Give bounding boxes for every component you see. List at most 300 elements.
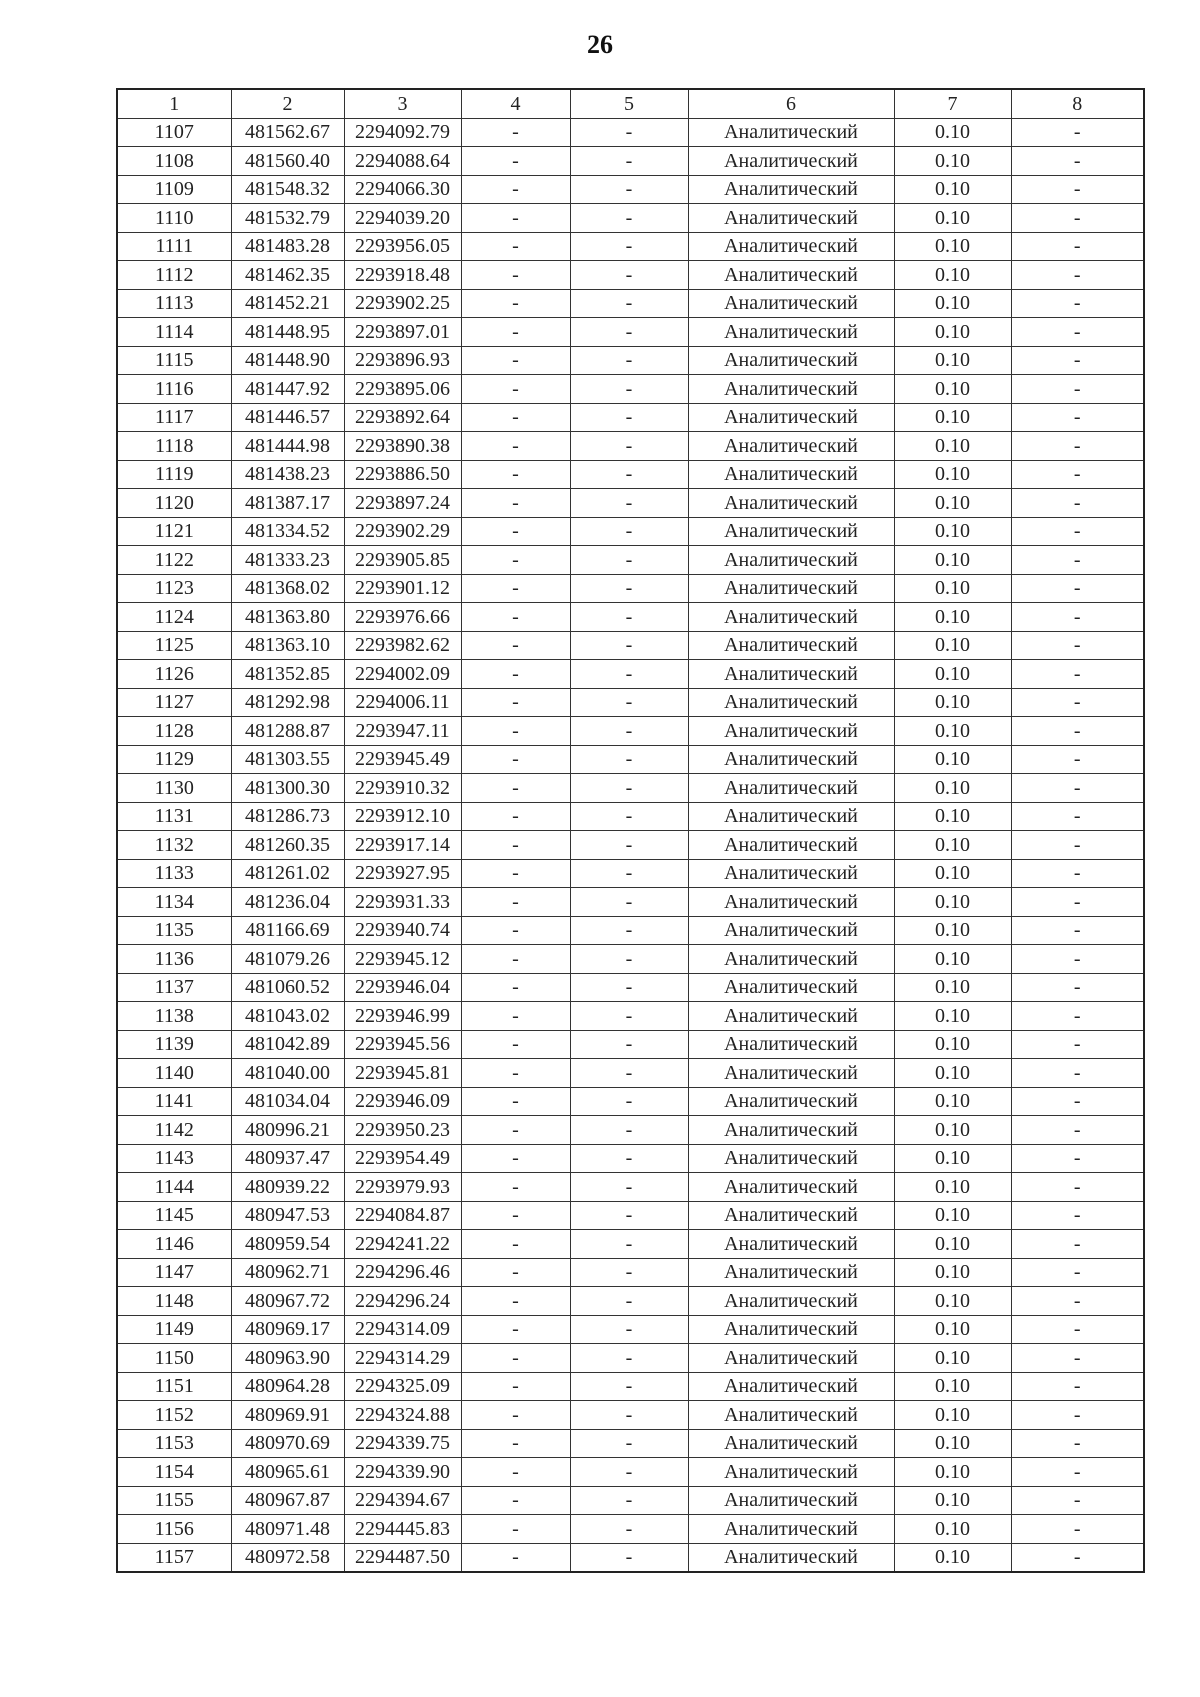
method-cell: Аналитический	[688, 147, 894, 176]
table-row	[117, 888, 1144, 917]
point-number-cell: 1107	[117, 118, 231, 147]
point-number-cell: 1116	[117, 375, 231, 404]
column-4-cell: -	[461, 1258, 570, 1287]
accuracy-cell: 0.10	[894, 1173, 1011, 1202]
y-coordinate-cell: 2293931.33	[344, 888, 461, 917]
accuracy-cell: 0.10	[894, 1201, 1011, 1230]
method-cell: Аналитический	[688, 1543, 894, 1572]
x-coordinate-cell: 480959.54	[231, 1230, 344, 1259]
point-number-cell: 1156	[117, 1515, 231, 1544]
column-4-cell: -	[461, 831, 570, 860]
column-5-cell: -	[570, 859, 688, 888]
method-cell: Аналитический	[688, 489, 894, 518]
accuracy-cell: 0.10	[894, 204, 1011, 233]
table-row	[117, 745, 1144, 774]
accuracy-cell: 0.10	[894, 375, 1011, 404]
method-cell: Аналитический	[688, 945, 894, 974]
y-coordinate-cell: 2294039.20	[344, 204, 461, 233]
column-8-cell: -	[1011, 1030, 1144, 1059]
y-coordinate-cell: 2293979.93	[344, 1173, 461, 1202]
column-8-cell: -	[1011, 831, 1144, 860]
point-number-cell: 1128	[117, 717, 231, 746]
x-coordinate-cell: 481166.69	[231, 916, 344, 945]
x-coordinate-cell: 481368.02	[231, 574, 344, 603]
x-coordinate-cell: 481288.87	[231, 717, 344, 746]
point-number-cell: 1144	[117, 1173, 231, 1202]
column-5-cell: -	[570, 1030, 688, 1059]
column-4-cell: -	[461, 1515, 570, 1544]
point-number-cell: 1136	[117, 945, 231, 974]
column-5-cell: -	[570, 147, 688, 176]
column-4-cell: -	[461, 1315, 570, 1344]
column-5-cell: -	[570, 1458, 688, 1487]
point-number-cell: 1117	[117, 403, 231, 432]
x-coordinate-cell: 481334.52	[231, 517, 344, 546]
column-8-cell: -	[1011, 1201, 1144, 1230]
accuracy-cell: 0.10	[894, 1486, 1011, 1515]
accuracy-cell: 0.10	[894, 1372, 1011, 1401]
table-row	[117, 1344, 1144, 1373]
table-row	[117, 1087, 1144, 1116]
column-8-cell: -	[1011, 375, 1144, 404]
y-coordinate-cell: 2293902.29	[344, 517, 461, 546]
column-4-cell: -	[461, 774, 570, 803]
point-number-cell: 1135	[117, 916, 231, 945]
x-coordinate-cell: 481532.79	[231, 204, 344, 233]
column-8-cell: -	[1011, 1315, 1144, 1344]
x-coordinate-cell: 481303.55	[231, 745, 344, 774]
y-coordinate-cell: 2294314.29	[344, 1344, 461, 1373]
method-cell: Аналитический	[688, 973, 894, 1002]
column-4-cell: -	[461, 375, 570, 404]
accuracy-cell: 0.10	[894, 1344, 1011, 1373]
column-5-cell: -	[570, 432, 688, 461]
column-4-cell: -	[461, 660, 570, 689]
accuracy-cell: 0.10	[894, 1458, 1011, 1487]
x-coordinate-cell: 481060.52	[231, 973, 344, 1002]
point-number-cell: 1157	[117, 1543, 231, 1572]
table-row	[117, 574, 1144, 603]
accuracy-cell: 0.10	[894, 489, 1011, 518]
column-4-cell: -	[461, 175, 570, 204]
y-coordinate-cell: 2293947.11	[344, 717, 461, 746]
column-5-cell: -	[570, 1258, 688, 1287]
method-cell: Аналитический	[688, 517, 894, 546]
y-coordinate-cell: 2293918.48	[344, 261, 461, 290]
column-5-cell: -	[570, 916, 688, 945]
column-4-cell: -	[461, 859, 570, 888]
accuracy-cell: 0.10	[894, 1515, 1011, 1544]
point-number-cell: 1140	[117, 1059, 231, 1088]
column-8-cell: -	[1011, 489, 1144, 518]
y-coordinate-cell: 2293895.06	[344, 375, 461, 404]
accuracy-cell: 0.10	[894, 688, 1011, 717]
table-row	[117, 660, 1144, 689]
method-cell: Аналитический	[688, 1173, 894, 1202]
y-coordinate-cell: 2293956.05	[344, 232, 461, 261]
column-8-cell: -	[1011, 945, 1144, 974]
column-4-cell: -	[461, 432, 570, 461]
point-number-cell: 1151	[117, 1372, 231, 1401]
x-coordinate-cell: 481560.40	[231, 147, 344, 176]
y-coordinate-cell: 2293945.81	[344, 1059, 461, 1088]
column-8-cell: -	[1011, 1087, 1144, 1116]
column-5-cell: -	[570, 1515, 688, 1544]
column-8-cell: -	[1011, 1543, 1144, 1572]
column-5-cell: -	[570, 603, 688, 632]
y-coordinate-cell: 2293912.10	[344, 802, 461, 831]
column-8-cell: -	[1011, 1372, 1144, 1401]
column-4-cell: -	[461, 460, 570, 489]
accuracy-cell: 0.10	[894, 916, 1011, 945]
table-row	[117, 232, 1144, 261]
column-5-cell: -	[570, 1429, 688, 1458]
column-header: 6	[688, 89, 894, 118]
accuracy-cell: 0.10	[894, 1144, 1011, 1173]
method-cell: Аналитический	[688, 1059, 894, 1088]
table-row	[117, 1458, 1144, 1487]
point-number-cell: 1133	[117, 859, 231, 888]
x-coordinate-cell: 481034.04	[231, 1087, 344, 1116]
column-4-cell: -	[461, 1059, 570, 1088]
table-row	[117, 774, 1144, 803]
y-coordinate-cell: 2293896.93	[344, 346, 461, 375]
point-number-cell: 1108	[117, 147, 231, 176]
method-cell: Аналитический	[688, 175, 894, 204]
x-coordinate-cell: 481438.23	[231, 460, 344, 489]
column-5-cell: -	[570, 1087, 688, 1116]
y-coordinate-cell: 2294339.75	[344, 1429, 461, 1458]
x-coordinate-cell: 481452.21	[231, 289, 344, 318]
column-4-cell: -	[461, 603, 570, 632]
x-coordinate-cell: 481562.67	[231, 118, 344, 147]
x-coordinate-cell: 481363.10	[231, 631, 344, 660]
point-number-cell: 1145	[117, 1201, 231, 1230]
column-5-cell: -	[570, 1059, 688, 1088]
table-row	[117, 916, 1144, 945]
table-row	[117, 1258, 1144, 1287]
point-number-cell: 1125	[117, 631, 231, 660]
column-5-cell: -	[570, 1144, 688, 1173]
accuracy-cell: 0.10	[894, 660, 1011, 689]
table-row	[117, 802, 1144, 831]
column-4-cell: -	[461, 1002, 570, 1031]
column-8-cell: -	[1011, 261, 1144, 290]
column-5-cell: -	[570, 1116, 688, 1145]
point-number-cell: 1143	[117, 1144, 231, 1173]
x-coordinate-cell: 480996.21	[231, 1116, 344, 1145]
x-coordinate-cell: 481448.95	[231, 318, 344, 347]
table-row	[117, 631, 1144, 660]
column-8-cell: -	[1011, 1059, 1144, 1088]
x-coordinate-cell: 480972.58	[231, 1543, 344, 1572]
accuracy-cell: 0.10	[894, 945, 1011, 974]
column-5-cell: -	[570, 1173, 688, 1202]
column-5-cell: -	[570, 318, 688, 347]
column-5-cell: -	[570, 261, 688, 290]
column-5-cell: -	[570, 1315, 688, 1344]
method-cell: Аналитический	[688, 802, 894, 831]
point-number-cell: 1126	[117, 660, 231, 689]
method-cell: Аналитический	[688, 1116, 894, 1145]
accuracy-cell: 0.10	[894, 631, 1011, 660]
point-number-cell: 1137	[117, 973, 231, 1002]
column-5-cell: -	[570, 403, 688, 432]
column-8-cell: -	[1011, 745, 1144, 774]
column-8-cell: -	[1011, 1002, 1144, 1031]
column-header: 1	[117, 89, 231, 118]
table-row	[117, 175, 1144, 204]
column-5-cell: -	[570, 574, 688, 603]
column-8-cell: -	[1011, 973, 1144, 1002]
column-5-cell: -	[570, 517, 688, 546]
column-4-cell: -	[461, 1116, 570, 1145]
column-8-cell: -	[1011, 1401, 1144, 1430]
method-cell: Аналитический	[688, 888, 894, 917]
y-coordinate-cell: 2294084.87	[344, 1201, 461, 1230]
column-4-cell: -	[461, 1201, 570, 1230]
method-cell: Аналитический	[688, 859, 894, 888]
x-coordinate-cell: 481462.35	[231, 261, 344, 290]
column-8-cell: -	[1011, 289, 1144, 318]
table-row	[117, 546, 1144, 575]
point-number-cell: 1111	[117, 232, 231, 261]
x-coordinate-cell: 480970.69	[231, 1429, 344, 1458]
table-row	[117, 1515, 1144, 1544]
column-5-cell: -	[570, 489, 688, 518]
point-number-cell: 1146	[117, 1230, 231, 1259]
column-5-cell: -	[570, 831, 688, 860]
column-8-cell: -	[1011, 802, 1144, 831]
accuracy-cell: 0.10	[894, 1059, 1011, 1088]
y-coordinate-cell: 2293892.64	[344, 403, 461, 432]
method-cell: Аналитический	[688, 1002, 894, 1031]
y-coordinate-cell: 2294339.90	[344, 1458, 461, 1487]
method-cell: Аналитический	[688, 660, 894, 689]
x-coordinate-cell: 481300.30	[231, 774, 344, 803]
column-8-cell: -	[1011, 1116, 1144, 1145]
method-cell: Аналитический	[688, 1144, 894, 1173]
y-coordinate-cell: 2294324.88	[344, 1401, 461, 1430]
column-8-cell: -	[1011, 1287, 1144, 1316]
column-8-cell: -	[1011, 546, 1144, 575]
table-row	[117, 289, 1144, 318]
point-number-cell: 1153	[117, 1429, 231, 1458]
table-row	[117, 1230, 1144, 1259]
method-cell: Аналитический	[688, 375, 894, 404]
y-coordinate-cell: 2293940.74	[344, 916, 461, 945]
column-4-cell: -	[461, 688, 570, 717]
column-5-cell: -	[570, 1287, 688, 1316]
column-8-cell: -	[1011, 318, 1144, 347]
column-4-cell: -	[461, 745, 570, 774]
column-8-cell: -	[1011, 1173, 1144, 1202]
x-coordinate-cell: 480937.47	[231, 1144, 344, 1173]
table-row	[117, 318, 1144, 347]
y-coordinate-cell: 2293910.32	[344, 774, 461, 803]
table-row	[117, 1287, 1144, 1316]
column-5-cell: -	[570, 745, 688, 774]
table-row	[117, 1543, 1144, 1572]
column-4-cell: -	[461, 318, 570, 347]
y-coordinate-cell: 2294296.24	[344, 1287, 461, 1316]
point-number-cell: 1141	[117, 1087, 231, 1116]
x-coordinate-cell: 480947.53	[231, 1201, 344, 1230]
table-row	[117, 118, 1144, 147]
point-number-cell: 1152	[117, 1401, 231, 1430]
point-number-cell: 1113	[117, 289, 231, 318]
column-8-cell: -	[1011, 717, 1144, 746]
point-number-cell: 1131	[117, 802, 231, 831]
column-8-cell: -	[1011, 574, 1144, 603]
table-row	[117, 460, 1144, 489]
accuracy-cell: 0.10	[894, 1002, 1011, 1031]
column-4-cell: -	[461, 945, 570, 974]
point-number-cell: 1154	[117, 1458, 231, 1487]
accuracy-cell: 0.10	[894, 460, 1011, 489]
column-4-cell: -	[461, 916, 570, 945]
x-coordinate-cell: 481444.98	[231, 432, 344, 461]
table-row	[117, 1059, 1144, 1088]
y-coordinate-cell: 2293886.50	[344, 460, 461, 489]
column-8-cell: -	[1011, 118, 1144, 147]
table-row	[117, 973, 1144, 1002]
point-number-cell: 1118	[117, 432, 231, 461]
y-coordinate-cell: 2293905.85	[344, 546, 461, 575]
point-number-cell: 1142	[117, 1116, 231, 1145]
method-cell: Аналитический	[688, 631, 894, 660]
table-row	[117, 688, 1144, 717]
y-coordinate-cell: 2294445.83	[344, 1515, 461, 1544]
column-4-cell: -	[461, 802, 570, 831]
y-coordinate-cell: 2293945.49	[344, 745, 461, 774]
column-8-cell: -	[1011, 1429, 1144, 1458]
accuracy-cell: 0.10	[894, 147, 1011, 176]
method-cell: Аналитический	[688, 460, 894, 489]
column-5-cell: -	[570, 945, 688, 974]
point-number-cell: 1150	[117, 1344, 231, 1373]
column-4-cell: -	[461, 1287, 570, 1316]
point-number-cell: 1123	[117, 574, 231, 603]
x-coordinate-cell: 481483.28	[231, 232, 344, 261]
point-number-cell: 1124	[117, 603, 231, 632]
table-row	[117, 1486, 1144, 1515]
y-coordinate-cell: 2293890.38	[344, 432, 461, 461]
y-coordinate-cell: 2294066.30	[344, 175, 461, 204]
column-8-cell: -	[1011, 460, 1144, 489]
y-coordinate-cell: 2294296.46	[344, 1258, 461, 1287]
column-5-cell: -	[570, 232, 688, 261]
column-4-cell: -	[461, 546, 570, 575]
table-row	[117, 403, 1144, 432]
x-coordinate-cell: 480971.48	[231, 1515, 344, 1544]
accuracy-cell: 0.10	[894, 403, 1011, 432]
method-cell: Аналитический	[688, 831, 894, 860]
column-4-cell: -	[461, 232, 570, 261]
accuracy-cell: 0.10	[894, 888, 1011, 917]
y-coordinate-cell: 2293945.12	[344, 945, 461, 974]
method-cell: Аналитический	[688, 745, 894, 774]
accuracy-cell: 0.10	[894, 261, 1011, 290]
accuracy-cell: 0.10	[894, 1087, 1011, 1116]
y-coordinate-cell: 2293945.56	[344, 1030, 461, 1059]
point-number-cell: 1110	[117, 204, 231, 233]
column-5-cell: -	[570, 175, 688, 204]
y-coordinate-cell: 2294241.22	[344, 1230, 461, 1259]
table-row	[117, 1429, 1144, 1458]
accuracy-cell: 0.10	[894, 973, 1011, 1002]
column-4-cell: -	[461, 403, 570, 432]
column-5-cell: -	[570, 118, 688, 147]
x-coordinate-cell: 481079.26	[231, 945, 344, 974]
table-row	[117, 1372, 1144, 1401]
column-4-cell: -	[461, 118, 570, 147]
column-header: 2	[231, 89, 344, 118]
method-cell: Аналитический	[688, 688, 894, 717]
column-4-cell: -	[461, 1429, 570, 1458]
table-row	[117, 489, 1144, 518]
method-cell: Аналитический	[688, 774, 894, 803]
method-cell: Аналитический	[688, 1401, 894, 1430]
table-row	[117, 945, 1144, 974]
accuracy-cell: 0.10	[894, 859, 1011, 888]
column-4-cell: -	[461, 489, 570, 518]
method-cell: Аналитический	[688, 1515, 894, 1544]
column-4-cell: -	[461, 1030, 570, 1059]
column-5-cell: -	[570, 1543, 688, 1572]
y-coordinate-cell: 2294006.11	[344, 688, 461, 717]
y-coordinate-cell: 2293897.24	[344, 489, 461, 518]
method-cell: Аналитический	[688, 1030, 894, 1059]
x-coordinate-cell: 481447.92	[231, 375, 344, 404]
x-coordinate-cell: 481040.00	[231, 1059, 344, 1088]
method-cell: Аналитический	[688, 603, 894, 632]
table-row	[117, 432, 1144, 461]
column-4-cell: -	[461, 289, 570, 318]
x-coordinate-cell: 481363.80	[231, 603, 344, 632]
x-coordinate-cell: 481261.02	[231, 859, 344, 888]
method-cell: Аналитический	[688, 546, 894, 575]
method-cell: Аналитический	[688, 1087, 894, 1116]
column-4-cell: -	[461, 1173, 570, 1202]
method-cell: Аналитический	[688, 1458, 894, 1487]
table-row	[117, 261, 1144, 290]
accuracy-cell: 0.10	[894, 1230, 1011, 1259]
column-5-cell: -	[570, 460, 688, 489]
y-coordinate-cell: 2293901.12	[344, 574, 461, 603]
column-8-cell: -	[1011, 1230, 1144, 1259]
accuracy-cell: 0.10	[894, 232, 1011, 261]
column-5-cell: -	[570, 346, 688, 375]
column-8-cell: -	[1011, 403, 1144, 432]
accuracy-cell: 0.10	[894, 1401, 1011, 1430]
y-coordinate-cell: 2294002.09	[344, 660, 461, 689]
column-5-cell: -	[570, 774, 688, 803]
column-4-cell: -	[461, 1144, 570, 1173]
method-cell: Аналитический	[688, 717, 894, 746]
point-number-cell: 1122	[117, 546, 231, 575]
accuracy-cell: 0.10	[894, 574, 1011, 603]
y-coordinate-cell: 2294088.64	[344, 147, 461, 176]
method-cell: Аналитический	[688, 318, 894, 347]
table-header-row	[117, 89, 1144, 118]
column-5-cell: -	[570, 546, 688, 575]
x-coordinate-cell: 481286.73	[231, 802, 344, 831]
column-5-cell: -	[570, 1401, 688, 1430]
accuracy-cell: 0.10	[894, 1030, 1011, 1059]
column-5-cell: -	[570, 1002, 688, 1031]
x-coordinate-cell: 480969.91	[231, 1401, 344, 1430]
